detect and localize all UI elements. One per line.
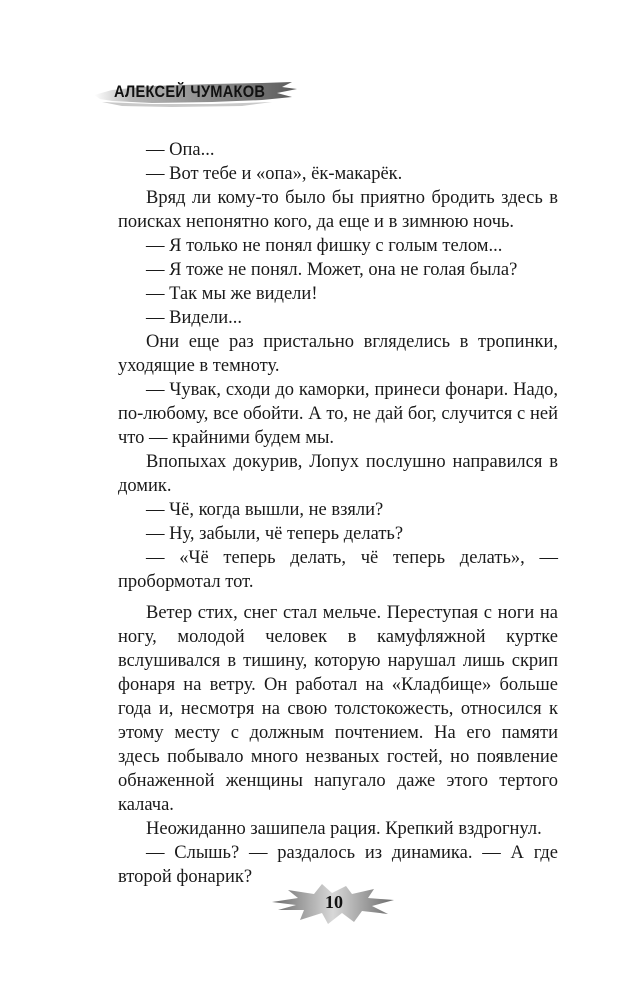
text-block-dialogue (118, 138, 558, 594)
author-name: АЛЕКСЕЙ ЧУМАКОВ (114, 82, 266, 101)
text-block-scene (118, 601, 558, 889)
paragraph: Впопыхах докурив, Лопух послушно направился в домик. (118, 452, 558, 496)
page-footer (270, 880, 400, 930)
paragraph: — Я только не понял фишку с голым телом... (146, 236, 503, 256)
paragraph: Ветер стих, снег стал мельче. Переступая с ноги на ногу, молодой человек в камуфляжной куртке вслушивался в тишину, которую нарушал лишь скрип фонаря на ветру. Он работал на «Кладбище» больше года и, несмотря на свою толстокожесть, относился к этому месту с должным почтением. На его памяти здесь побывало много незваных гостей, но появление обнаженной женщины напугало даже этого тертого калача. (118, 603, 558, 815)
paragraph: — Слышь? — раздалось из динамика. — А где второй фонарик? (118, 843, 558, 887)
paragraph: — Вот тебе и «опа», ёк-макарёк. (146, 164, 403, 184)
paragraph: — «Чё теперь делать, чё теперь делать», — пробормотал тот. (118, 548, 558, 592)
paragraph: — Опа... (146, 140, 215, 160)
paragraph: Неожиданно зашипела рация. Крепкий вздрогнул. (146, 819, 542, 839)
paragraph: — Ну, забыли, чё теперь делать? (146, 524, 404, 544)
paragraph: — Чё, когда вышли, не взяли? (146, 500, 384, 520)
paragraph: Вряд ли кому-то было бы приятно бродить здесь в поисках непонятно кого, да еще и в зимнюю ночь. (118, 188, 558, 232)
page-number: 10 (325, 892, 343, 912)
paragraph: — Чувак, сходи до каморки, принеси фонари. Надо, по-любому, все обойти. А то, не дай бог, случится с ней что — крайними будем мы. (118, 380, 558, 448)
paragraph: — Я тоже не понял. Может, она не голая была? (146, 260, 518, 280)
paragraph: — Так мы же видели! (146, 284, 318, 304)
paragraph: Они еще раз пристально вгляделись в тропинки, уходящие в темноту. (118, 332, 558, 376)
paragraph: — Видели... (146, 308, 242, 328)
running-header (92, 78, 302, 108)
